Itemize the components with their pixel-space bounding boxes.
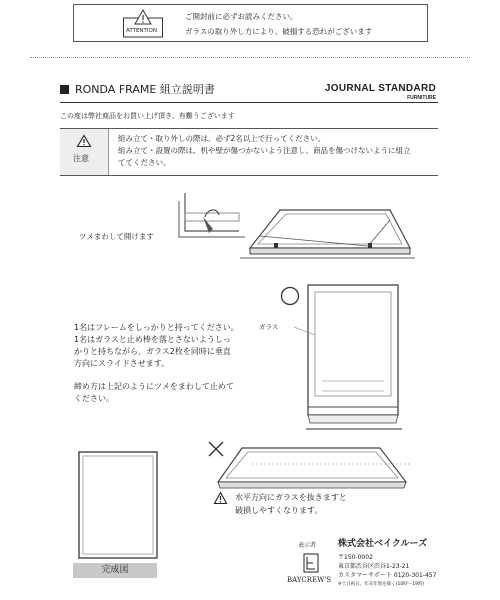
tsume-instruction: ツメまわして開けます [79,232,154,241]
logo-text: BAYCREW'S [287,576,332,584]
attention-badge-label: ATTENTION [126,28,157,34]
instruction-line-4: 方向にスライドさせます。 [74,359,170,368]
customer-support: カスタマーサポート 0120-301-457 [338,572,437,579]
attention-line-2: ガラスの取り外し方により、破損する恐れがございます [185,27,373,36]
baycrews-logo-icon [303,553,319,573]
caution-box [60,128,438,176]
attention-notice [73,4,428,42]
tsume-detail-illustration [177,193,247,243]
correct-method-circle-icon [280,286,300,306]
warning-triangle-icon [77,135,91,147]
warning-triangle-icon [214,492,227,504]
company-name: 株式会社ベイクルーズ [338,539,428,549]
vertical-slide-illustration [300,283,405,433]
glass-label: ガラス [259,323,279,331]
brand-subtitle: FURNITURE [407,95,436,101]
document-title: RONDA FRAME 組立説明書 [75,83,215,96]
caution-label: 注意 [73,154,89,163]
document-header [60,82,438,103]
caution-label-cell [60,129,108,175]
section-divider [30,57,470,58]
attention-line-1: ご開封前に必ずお読みください。 [185,12,298,21]
caution-line-3: ててください。 [118,158,171,167]
completion-label: 完成図 [73,563,157,578]
horizontal-warning-line-2: 破損しやすくなります。 [235,506,323,515]
thanks-message: この度は弊社商品をお買い上げ頂き、有難うございます [60,112,235,120]
instruction-line-5: 締め方は上記のようにツメをまわして止めて [74,382,234,391]
frame-tilted-illustration [240,208,415,263]
completed-frame-illustration [78,451,158,559]
title-bullet-icon [60,85,69,94]
instruction-line-1: 1名はフレームをしっかりと持ってください。 [74,323,239,332]
horizontal-warning-line-1: 水平方向にガラスを抜きますと [235,493,347,502]
postal-code: 〒150-0002 [338,554,373,561]
caution-separator [108,129,109,175]
display-label: 表示者 [298,542,317,549]
caution-line-1: 組み立て・取り外しの際は、必ず2名以上で行ってください。 [118,134,326,143]
support-hours: ※土日祝日、年末年始を除く(10時〜19時) [338,582,425,587]
caution-line-2: 組み立て・設置の際は、机や壁が傷つかないよう注意し、商品を傷つけないように組立 [118,146,411,155]
brand-name: JOURNAL STANDARD [324,83,436,94]
instruction-line-2: 1名はガラスと止め棒を落とさないようしっ [74,335,231,344]
company-address: 東京都渋谷区渋谷1-23-21 [338,563,410,570]
horizontal-removal-illustration [212,442,417,492]
instruction-line-3: かりと持ちながら、ガラス2枚を同時に垂直 [74,347,231,356]
instruction-line-6: ください。 [74,394,114,403]
